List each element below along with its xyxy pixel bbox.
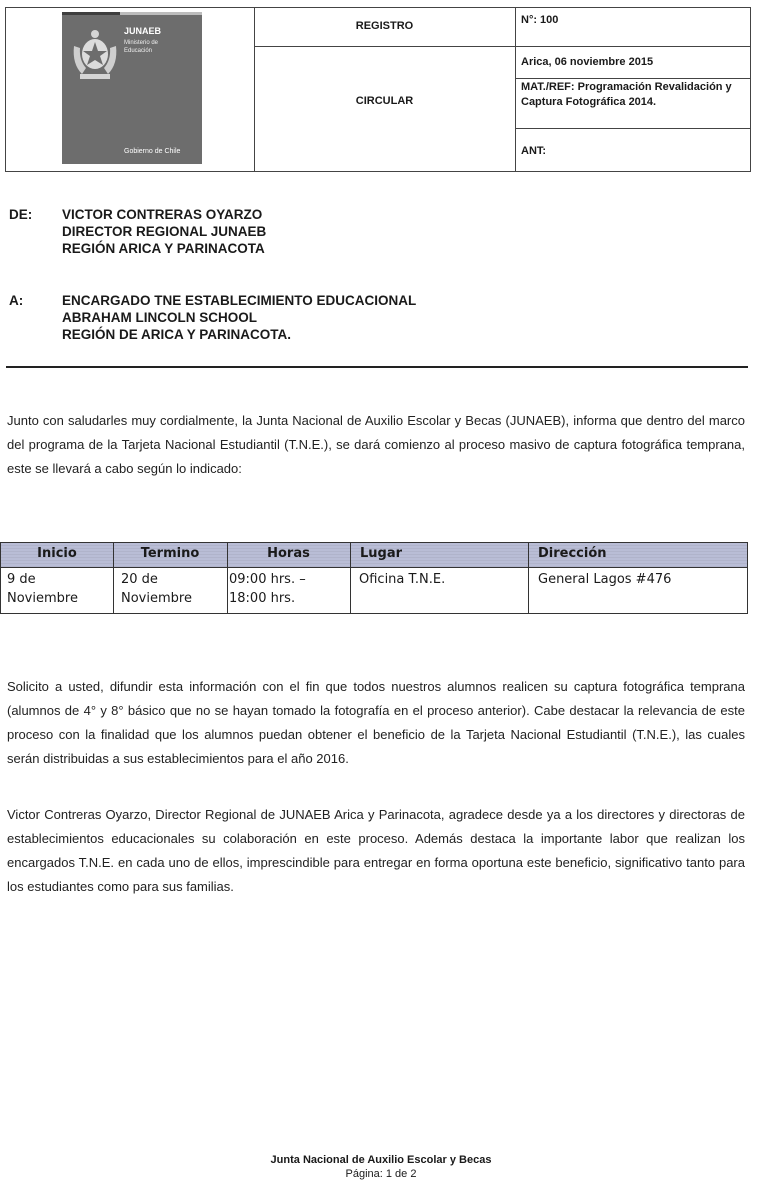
col-header-lugar: Lugar [360, 546, 403, 561]
cell-horas: 09:00 hrs. – 18:00 hrs. [229, 572, 306, 606]
col-header-direccion: Dirección [538, 546, 607, 561]
header-divider [515, 78, 751, 79]
registro-label: REGISTRO [355, 20, 414, 32]
col-header-horas: Horas [267, 546, 310, 561]
circular-number: N°: 100 [521, 14, 559, 26]
header-divider [254, 8, 255, 171]
cell-direccion: General Lagos #476 [538, 572, 672, 587]
col-header-termino: Termino [140, 546, 200, 561]
body-paragraph-2: Victor Contreras Oyarzo, Director Regional de JUNAEB Arica y Parinacota, agradece desde ya a los directores y directoras de establecimientos educacionales su colaboración en este proceso. Además destaca la importante labor que realizan los encargados T.N.E. en cada uno de ellos, imprescindible para entregar en forma oportuna este beneficio, significativo tanto para los estudiantes como para sus familias. [7, 807, 745, 894]
sender-label: DE: [9, 207, 33, 222]
cell-lugar: Oficina T.N.E. [359, 572, 446, 587]
sender-line: REGIÓN ARICA Y PARINACOTA [62, 241, 265, 256]
footer-org: Junta Nacional de Auxilio Escolar y Becas [270, 1154, 492, 1166]
footer-page-number: Página: 1 de 2 [345, 1168, 417, 1180]
circular-date: Arica, 06 noviembre 2015 [521, 56, 654, 68]
coat-of-arms-icon [70, 24, 120, 84]
mat-ref: MAT./REF: Programación Revalidación y Captura Fotográfica 2014. [521, 81, 732, 108]
recipient-line: REGIÓN DE ARICA Y PARINACOTA. [62, 327, 292, 342]
junaeb-logo [62, 12, 202, 164]
document-header-table [5, 7, 751, 172]
header-divider [515, 128, 751, 129]
col-header-inicio: Inicio [37, 546, 77, 561]
header-divider [254, 46, 515, 47]
header-divider [515, 46, 751, 47]
schedule-table [0, 542, 748, 614]
intro-paragraph: Junto con saludarles muy cordialmente, la Junta Nacional de Auxilio Escolar y Becas (JUNAEB), informa que dentro del marco del programa de la Tarjeta Nacional Estudiantil (T.N.E.), se dará comienzo al proceso masivo de captura fotográfica temprana, este se llevará a cabo según lo indicado: [7, 413, 745, 476]
recipient-line: ENCARGADO TNE ESTABLECIMIENTO EDUCACIONAL [62, 293, 417, 308]
sender-line: DIRECTOR REGIONAL JUNAEB [62, 224, 267, 239]
cell-inicio: 9 de Noviembre [7, 572, 78, 606]
logo-title: JUNAEB [124, 26, 162, 36]
logo-subtitle: Ministerio de Educación [124, 40, 159, 54]
body-paragraph-1: Solicito a usted, difundir esta información con el fin que todos nuestros alumnos realicen su captura fotográfica temprana (alumnos de 4° y 8° básico que no se hayan tomado la fotografía en el proceso anterior). Cabe destacar la relevancia de este proceso con la finalidad que los alumnos puedan obtener el beneficio de la Tarjeta Nacional Estudiantil (T.N.E.), las cuales serán distribuidas a sus establecimientos para el año 2016. [7, 679, 745, 766]
recipient-line: ABRAHAM LINCOLN SCHOOL [62, 310, 257, 325]
sender-line: VICTOR CONTRERAS OYARZO [62, 207, 263, 222]
recipient-label: A: [9, 293, 24, 308]
logo-footer: Gobierno de Chile [124, 148, 181, 155]
ant-label: ANT: [521, 145, 547, 157]
cell-termino: 20 de Noviembre [121, 572, 192, 606]
circular-label: CIRCULAR [355, 95, 414, 107]
header-divider [515, 8, 516, 171]
section-divider [6, 366, 748, 368]
